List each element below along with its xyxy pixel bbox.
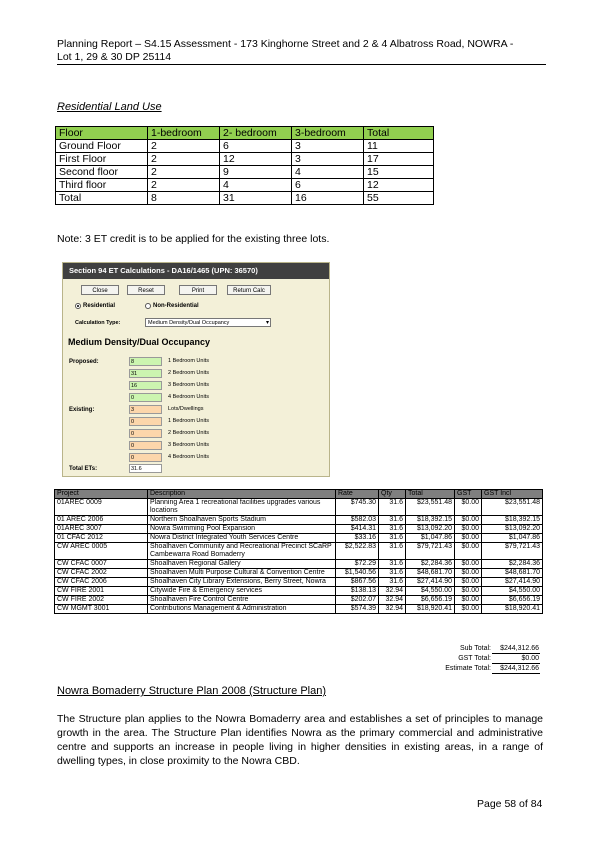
table-cell: 31.6 [379, 569, 406, 578]
table-cell: $867.56 [336, 578, 379, 587]
radio-non-residential-label: Non-Residential [153, 303, 199, 309]
table-cell: Nowra Swimming Pool Expansion [148, 525, 336, 534]
existing-lots-label: Lots/Dwellings [168, 406, 204, 412]
table-row [55, 605, 543, 614]
existing-3bed-input[interactable]: 0 [129, 441, 162, 450]
table-cell: Ground Floor [56, 140, 148, 153]
table-cell: $0.00 [455, 569, 482, 578]
calc-type-select[interactable] [145, 318, 271, 327]
existing-1bed-label: 1 Bedroom Units [168, 418, 209, 424]
table-cell: 2 [148, 166, 220, 179]
column-header: Total [406, 490, 455, 499]
table-cell: 31.6 [379, 560, 406, 569]
table-cell: $138.13 [336, 587, 379, 596]
proposed-3bed-label: 3 Bedroom Units [168, 382, 209, 388]
table-cell: 01AREC 3007 [55, 525, 148, 534]
table-row [55, 569, 543, 578]
table-cell: $0.00 [455, 605, 482, 614]
table-cell: 31.6 [379, 525, 406, 534]
table-cell: $0.00 [455, 543, 482, 560]
table-cell: Planning Area 1 recreational facilities upgrades various locations [148, 499, 336, 516]
table-cell: $2,284.36 [406, 560, 455, 569]
table-cell: $574.39 [336, 605, 379, 614]
estimate-total-row [380, 664, 540, 674]
table-cell: $202.07 [336, 596, 379, 605]
table-cell: 17 [364, 153, 434, 166]
existing-2bed-label: 2 Bedroom Units [168, 430, 209, 436]
table-cell: $2,522.83 [336, 543, 379, 560]
column-header: Project [55, 490, 148, 499]
table-cell: 11 [364, 140, 434, 153]
gst-total-label: GST Total: [458, 655, 491, 662]
estimate-total-label: Estimate Total: [445, 665, 491, 672]
table-cell: 16 [292, 192, 364, 205]
table-cell: 01AREC 0009 [55, 499, 148, 516]
total-ets-label: Total ETs: [69, 466, 98, 472]
table-cell: 32.94 [379, 596, 406, 605]
table-cell: $72.29 [336, 560, 379, 569]
column-header: Floor [56, 127, 148, 140]
table-cell: 3 [292, 140, 364, 153]
sub-total-value: $244,312.66 [492, 644, 540, 654]
table-cell: 31.6 [379, 516, 406, 525]
table-cell: 31.6 [379, 534, 406, 543]
sub-total-row [380, 644, 540, 654]
table-cell: $4,550.00 [482, 587, 543, 596]
table-cell: $27,414.90 [482, 578, 543, 587]
header-divider [57, 64, 546, 65]
radio-selected-icon [75, 303, 81, 309]
table-row [55, 534, 543, 543]
table-header-row [55, 490, 543, 499]
table-cell: 6 [292, 179, 364, 192]
sub-total-label: Sub Total: [459, 645, 491, 653]
table-row [55, 499, 543, 516]
radio-unselected-icon [145, 303, 151, 309]
table-cell: $27,414.90 [406, 578, 455, 587]
table-row [55, 560, 543, 569]
table-cell: Shoalhaven Regional Gallery [148, 560, 336, 569]
proposed-4bed-input[interactable]: 0 [129, 393, 162, 402]
table-cell: 12 [364, 179, 434, 192]
column-header: 3-bedroom [292, 127, 364, 140]
table-cell: Second floor [56, 166, 148, 179]
table-cell: $48,681.70 [406, 569, 455, 578]
table-cell: $23,551.48 [406, 499, 455, 516]
table-cell: 15 [364, 166, 434, 179]
table-cell: $13,092.20 [406, 525, 455, 534]
table-cell: $0.00 [455, 587, 482, 596]
table-row [55, 587, 543, 596]
estimate-total-value: $244,312.66 [492, 664, 540, 674]
table-cell: CW CFAC 0007 [55, 560, 148, 569]
calc-heading: Medium Density/Dual Occupancy [68, 337, 211, 347]
residential-title: Residential Land Use [57, 101, 162, 113]
table-cell: $79,721.43 [482, 543, 543, 560]
existing-2bed-input[interactable]: 0 [129, 429, 162, 438]
table-cell: CW CFAC 2002 [55, 569, 148, 578]
table-cell: 31.6 [379, 578, 406, 587]
table-cell: Shoalhaven Fire Control Centre [148, 596, 336, 605]
existing-lots-input[interactable]: 3 [129, 405, 162, 414]
reset-button[interactable]: Reset [127, 285, 165, 295]
table-cell: Nowra District Integrated Youth Services Centre [148, 534, 336, 543]
table-row [55, 578, 543, 587]
table-cell: 01 AREC 2006 [55, 516, 148, 525]
table-cell: CW FIRE 2001 [55, 587, 148, 596]
proposed-2bed-input[interactable]: 31 [129, 369, 162, 378]
table-cell: Total [56, 192, 148, 205]
table-cell: $414.31 [336, 525, 379, 534]
table-cell: CW CFAC 2006 [55, 578, 148, 587]
table-cell: 9 [220, 166, 292, 179]
table-cell: Shoalhaven City Library Extensions, Berry Street, Nowra [148, 578, 336, 587]
table-header-row [56, 127, 434, 140]
totals-table [380, 644, 540, 674]
proposed-label: Proposed: [69, 359, 99, 365]
table-row [56, 192, 434, 205]
structure-plan-title: Nowra Bomaderry Structure Plan 2008 (Structure Plan) [57, 685, 327, 697]
column-header: Description [148, 490, 336, 499]
table-cell: First Floor [56, 153, 148, 166]
table-cell: $0.00 [455, 596, 482, 605]
table-cell: $0.00 [455, 525, 482, 534]
table-cell: $0.00 [455, 516, 482, 525]
table-cell: $1,047.86 [406, 534, 455, 543]
structure-plan-paragraph: The Structure plan applies to the Nowra Bomaderry area and establishes a set of principles to manage growth in the area. The Structure Plan identifies Nowra as the primary commercial and administrative centre and supports an increase in people living in higher densities in existing areas, in a range of dwelling types, in close proximity to the Nowra CBD. [57, 713, 543, 767]
proposed-1bed-label: 1 Bedroom Units [168, 358, 209, 364]
table-cell: $33.16 [336, 534, 379, 543]
residential-table [55, 126, 434, 205]
table-row [56, 179, 434, 192]
page-number: Page 58 of 84 [477, 798, 543, 810]
table-cell: $745.30 [336, 499, 379, 516]
proposed-4bed-label: 4 Bedroom Units [168, 394, 209, 400]
table-row [55, 543, 543, 560]
header-line-1: Planning Report – S4.15 Assessment - 173 Kinghorne Street and 2 & 4 Albatross Road, NOWRA - [57, 38, 514, 50]
table-cell: $13,092.20 [482, 525, 543, 534]
table-row [56, 140, 434, 153]
table-cell: $18,392.15 [406, 516, 455, 525]
proposed-3bed-input[interactable]: 16 [129, 381, 162, 390]
table-cell: Shoalhaven Community and Recreational Precinct SCaRP Cambewarra Road Bomaderry [148, 543, 336, 560]
table-cell: 3 [292, 153, 364, 166]
gst-total-row [380, 654, 540, 664]
table-cell: $0.00 [455, 578, 482, 587]
radio-non-residential[interactable] [145, 303, 199, 309]
table-cell: $18,920.41 [406, 605, 455, 614]
calc-type-label: Calculation Type: [75, 320, 121, 326]
page-header [57, 38, 547, 64]
table-cell: 4 [220, 179, 292, 192]
table-cell: Third floor [56, 179, 148, 192]
column-header: Qty [379, 490, 406, 499]
table-cell: CW AREC 0005 [55, 543, 148, 560]
existing-1bed-input[interactable]: 0 [129, 417, 162, 426]
table-cell: $0.00 [455, 499, 482, 516]
table-cell: 55 [364, 192, 434, 205]
table-cell: $48,681.70 [482, 569, 543, 578]
table-cell: $18,920.41 [482, 605, 543, 614]
table-cell: 12 [220, 153, 292, 166]
et-credit-note: Note: 3 ET credit is to be applied for the existing three lots. [57, 233, 330, 245]
calc-type-value: Medium Density/Dual Occupancy [148, 320, 230, 326]
chevron-down-icon: ▾ [265, 320, 269, 326]
table-cell: CW FIRE 2002 [55, 596, 148, 605]
table-cell: $23,551.48 [482, 499, 543, 516]
table-cell: $2,284.36 [482, 560, 543, 569]
table-cell: Citywide Fire & Emergency services [148, 587, 336, 596]
table-cell: 32.94 [379, 605, 406, 614]
column-header: 2- bedroom [220, 127, 292, 140]
table-row [55, 525, 543, 534]
table-cell: $582.03 [336, 516, 379, 525]
table-cell: $6,656.19 [406, 596, 455, 605]
table-cell: 8 [148, 192, 220, 205]
table-cell: $79,721.43 [406, 543, 455, 560]
table-cell: 31.6 [379, 499, 406, 516]
table-cell: 4 [292, 166, 364, 179]
table-cell: 2 [148, 179, 220, 192]
table-cell: Shoalhaven Multi Purpose Cultural & Convention Centre [148, 569, 336, 578]
column-header: Total [364, 127, 434, 140]
radio-residential-label: Residential [83, 303, 116, 309]
project-table [54, 489, 543, 614]
column-header: GST Incl [482, 490, 543, 499]
table-cell: CW MGMT 3001 [55, 605, 148, 614]
proposed-2bed-label: 2 Bedroom Units [168, 370, 209, 376]
table-cell: 31.6 [379, 543, 406, 560]
calc-window [62, 262, 330, 477]
existing-4bed-input[interactable]: 0 [129, 453, 162, 462]
table-row [55, 516, 543, 525]
proposed-1bed-input[interactable]: 8 [129, 357, 162, 366]
total-ets-value: 31.6 [129, 464, 162, 473]
column-header: GST [455, 490, 482, 499]
table-cell: $0.00 [455, 534, 482, 543]
table-cell: 2 [148, 153, 220, 166]
table-cell: 01 CFAC 2012 [55, 534, 148, 543]
radio-residential[interactable] [75, 303, 115, 309]
table-cell: $0.00 [455, 560, 482, 569]
table-cell: 32.94 [379, 587, 406, 596]
table-cell: $6,656.19 [482, 596, 543, 605]
existing-label: Existing: [69, 407, 95, 413]
table-cell: $1,047.86 [482, 534, 543, 543]
table-row [55, 596, 543, 605]
gst-total-value: $0.00 [492, 654, 540, 664]
table-cell: Contributions Management & Administration [148, 605, 336, 614]
table-cell: 6 [220, 140, 292, 153]
table-cell: Northern Shoalhaven Sports Stadium [148, 516, 336, 525]
calc-window-title: Section 94 ET Calculations - DA16/1465 (UPN: 36570) [63, 263, 329, 279]
table-row [56, 153, 434, 166]
return-calc-button[interactable]: Return Calc [227, 285, 271, 295]
totals-block [380, 644, 540, 674]
header-line-2: Lot 1, 29 & 30 DP 25114 [57, 51, 172, 63]
table-cell: $18,392.15 [482, 516, 543, 525]
existing-4bed-label: 4 Bedroom Units [168, 454, 209, 460]
table-row [56, 166, 434, 179]
table-cell: $1,540.56 [336, 569, 379, 578]
table-cell: 2 [148, 140, 220, 153]
column-header: Rate [336, 490, 379, 499]
table-cell: $4,550.00 [406, 587, 455, 596]
column-header: 1-bedroom [148, 127, 220, 140]
print-button[interactable]: Print [179, 285, 217, 295]
close-button[interactable]: Close [81, 285, 119, 295]
table-cell: 31 [220, 192, 292, 205]
existing-3bed-label: 3 Bedroom Units [168, 442, 209, 448]
